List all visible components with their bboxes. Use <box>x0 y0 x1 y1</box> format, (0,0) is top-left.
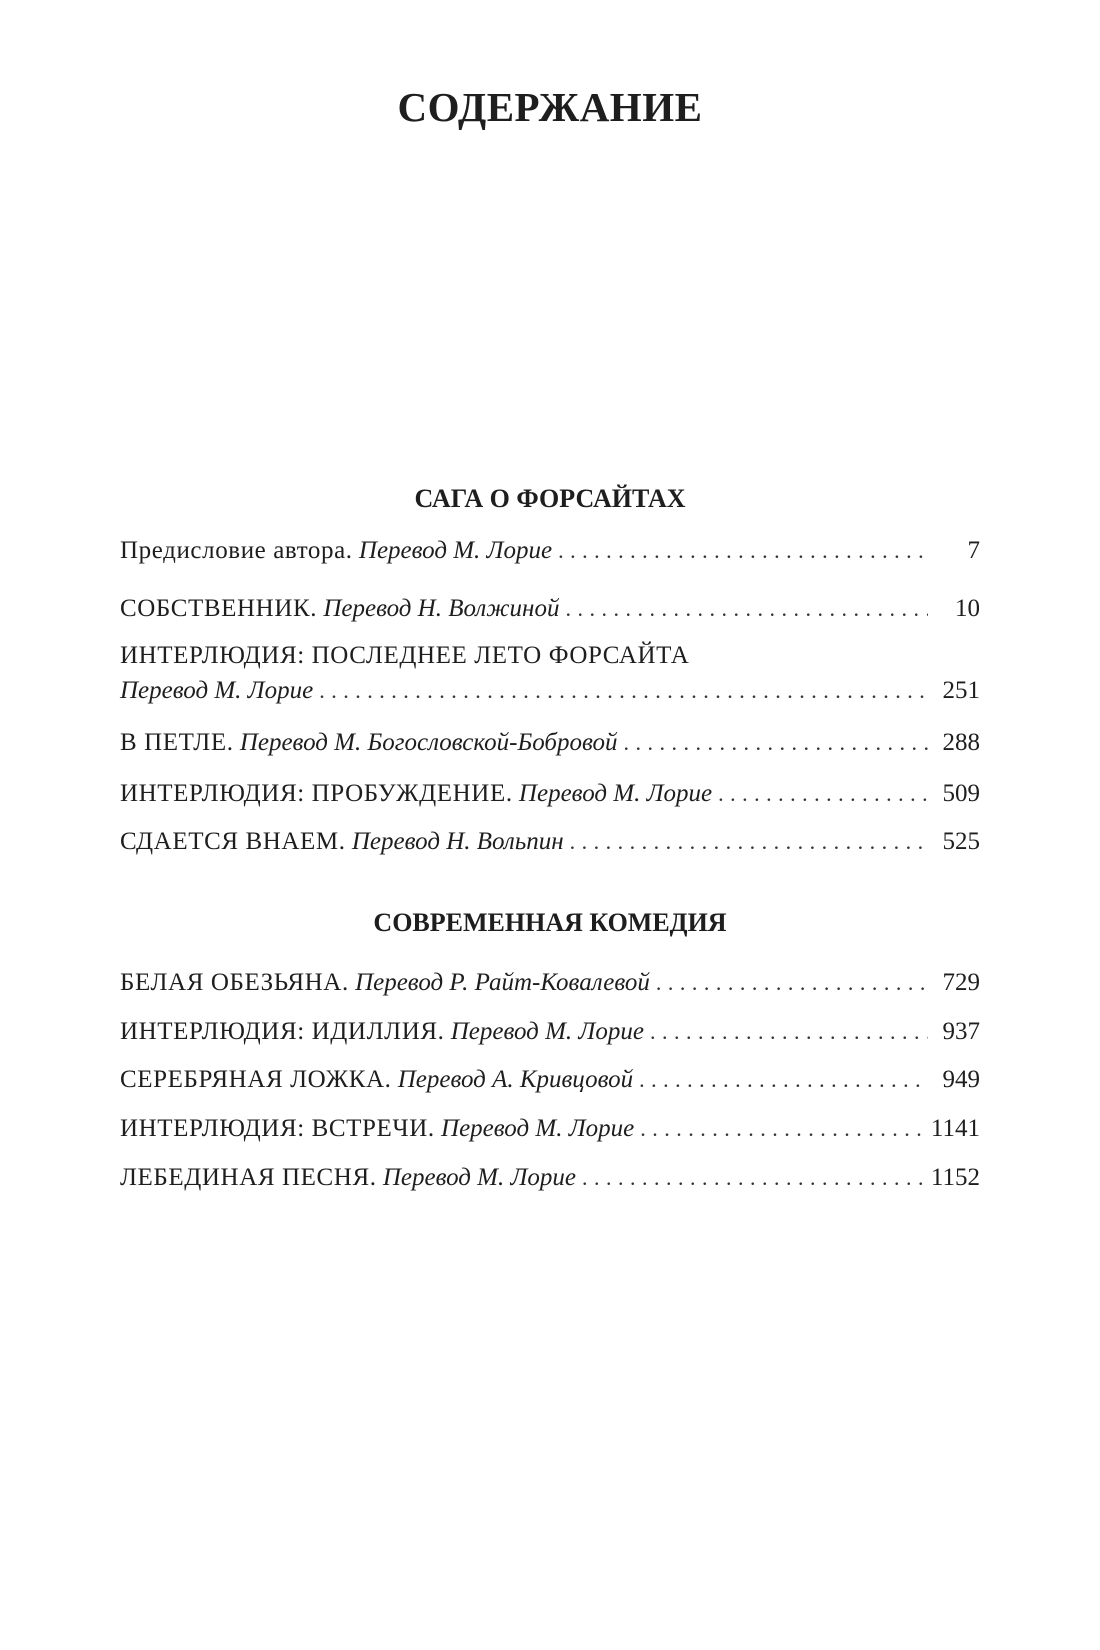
entry-title: БЕЛАЯ ОБЕЗЬЯНА. <box>120 969 349 996</box>
dot-leader <box>570 827 928 857</box>
page-number: 509 <box>942 780 980 807</box>
page-number: 949 <box>942 1066 980 1093</box>
dot-leader <box>558 536 928 566</box>
toc-entry[interactable] <box>120 779 980 809</box>
entry-title: В ПЕТЛЕ. <box>120 729 234 756</box>
page-title: СОДЕРЖАНИЕ <box>397 84 703 130</box>
dot-leader <box>565 594 928 624</box>
entry-translator: Перевод М. Лорие <box>382 1164 577 1191</box>
page-number: 288 <box>942 729 980 756</box>
page-number: 1152 <box>930 1164 980 1191</box>
toc-entry[interactable] <box>120 1114 980 1144</box>
page-number: 10 <box>955 595 980 622</box>
entry-title: ИНТЕРЛЮДИЯ: ВСТРЕЧИ. <box>120 1115 435 1142</box>
dot-leader <box>650 1017 928 1047</box>
toc-entry[interactable] <box>120 728 980 758</box>
entry-title: Предисловие автора. <box>120 537 353 564</box>
page-number: 525 <box>942 828 980 855</box>
entry-title: ИНТЕРЛЮДИЯ: ИДИЛЛИЯ. <box>120 1018 445 1045</box>
page-number: 7 <box>967 537 980 564</box>
entry-title: СЕРЕБРЯНАЯ ЛОЖКА. <box>120 1066 392 1093</box>
entry-translator: Перевод М. Богословской-Бобровой <box>239 729 618 756</box>
toc-entry[interactable] <box>120 827 980 857</box>
entry-title[interactable]: ИНТЕРЛЮДИЯ: ПОСЛЕДНЕЕ ЛЕТО ФОРСАЙТА <box>120 642 690 669</box>
entry-title: СОБСТВЕННИК. <box>120 595 318 622</box>
entry-translator: Перевод М. Лорие <box>358 537 553 564</box>
entry-translator: Перевод М. Лорие <box>450 1018 644 1045</box>
entry-title: СДАЕТСЯ ВНАЕМ. <box>120 828 346 855</box>
section-heading-modern-comedy: СОВРЕМЕННАЯ КОМЕДИЯ <box>373 908 727 937</box>
toc-entry[interactable] <box>120 1065 980 1095</box>
entry-translator: Перевод М. Лорие <box>518 780 713 807</box>
entry-translator: Перевод М. Лорие <box>441 1115 635 1142</box>
toc-entry[interactable] <box>120 1163 980 1193</box>
dot-leader <box>623 728 928 758</box>
entry-translator: Перевод Н. Волжиной <box>323 595 560 622</box>
section-heading-forsyte-saga: САГА О ФОРСАЙТАХ <box>414 484 686 513</box>
dot-leader <box>656 968 928 998</box>
entry-translator: Перевод М. Лорие <box>120 677 314 704</box>
toc-entry[interactable] <box>120 968 980 998</box>
entry-translator: Перевод Р. Райт-Ковалевой <box>355 969 650 996</box>
toc-entry[interactable] <box>120 594 980 624</box>
toc-entry[interactable] <box>120 1017 980 1047</box>
page-number: 1141 <box>930 1115 980 1142</box>
entry-title: ЛЕБЕДИНАЯ ПЕСНЯ. <box>120 1164 377 1191</box>
dot-leader <box>718 779 928 809</box>
entry-translator: Перевод А. Кривцовой <box>397 1066 634 1093</box>
page-number: 937 <box>942 1018 980 1045</box>
page-number: 251 <box>942 677 980 704</box>
toc-entry[interactable] <box>120 536 980 566</box>
toc-entry[interactable] <box>120 676 980 706</box>
dot-leader <box>639 1065 928 1095</box>
dot-leader <box>319 676 928 706</box>
page-number: 729 <box>942 969 980 996</box>
dot-leader <box>640 1114 925 1144</box>
entry-translator: Перевод Н. Вольпин <box>351 828 564 855</box>
dot-leader <box>582 1163 925 1193</box>
entry-title: ИНТЕРЛЮДИЯ: ПРОБУЖДЕНИЕ. <box>120 780 513 807</box>
